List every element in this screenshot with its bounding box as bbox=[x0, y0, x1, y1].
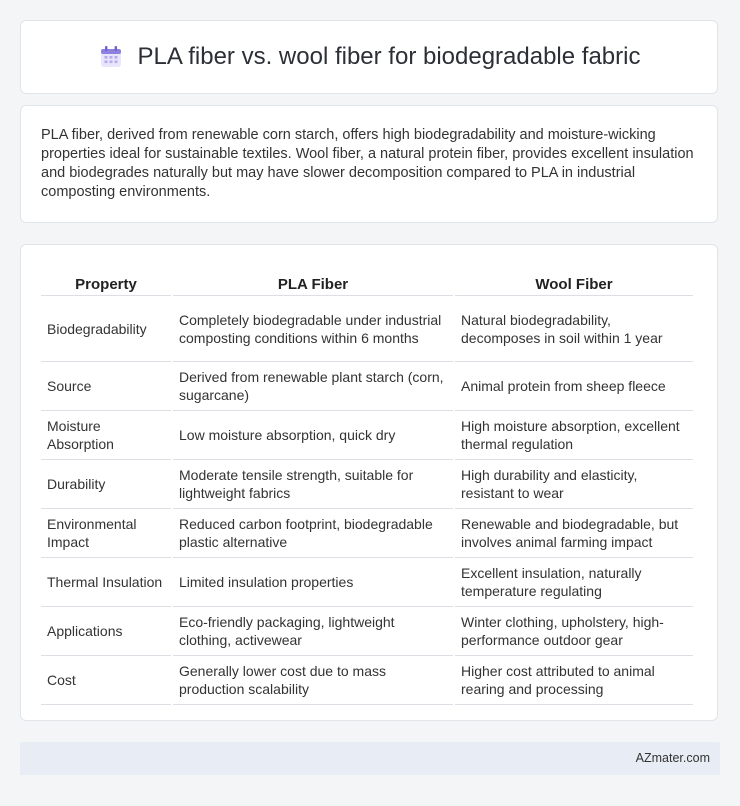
property-cell: Moisture Absorption bbox=[41, 411, 171, 460]
property-cell: Cost bbox=[41, 656, 171, 705]
pla-cell: Limited insulation properties bbox=[173, 558, 453, 607]
pla-cell: Completely biodegradable under industrial composting conditions within 6 months bbox=[173, 296, 453, 362]
pla-cell: Generally lower cost due to mass production scalability bbox=[173, 656, 453, 705]
column-header-wool: Wool Fiber bbox=[455, 263, 693, 296]
column-header-pla: PLA Fiber bbox=[173, 263, 453, 296]
intro-text: PLA fiber, derived from renewable corn starch, offers high biodegradability and moisture-wicking properties ideal for sustainable textiles. Wool fiber, a natural protein fiber, provides excellent insulation and biodegrades naturally but may have slower decomposition compared to PLA in industrial composting environments. bbox=[41, 127, 694, 200]
wool-cell: Renewable and biodegradable, but involves animal farming impact bbox=[455, 509, 693, 558]
pla-cell: Reduced carbon footprint, biodegradable plastic alternative bbox=[173, 509, 453, 558]
pla-cell: Moderate tensile strength, suitable for lightweight fabrics bbox=[173, 460, 453, 509]
property-cell: Source bbox=[41, 362, 171, 411]
wool-cell: Animal protein from sheep fleece bbox=[455, 362, 693, 411]
property-cell: Environmental Impact bbox=[41, 509, 171, 558]
footer-bar bbox=[20, 742, 720, 775]
property-cell: Applications bbox=[41, 607, 171, 656]
pla-cell: Low moisture absorption, quick dry bbox=[173, 411, 453, 460]
table-row bbox=[41, 460, 693, 509]
table-row bbox=[41, 362, 693, 411]
table-row bbox=[41, 411, 693, 460]
title-wrap bbox=[98, 43, 641, 71]
pla-cell: Derived from renewable plant starch (corn, sugarcane) bbox=[173, 362, 453, 411]
wool-cell: High durability and elasticity, resistant to wear bbox=[455, 460, 693, 509]
calendar-icon bbox=[98, 44, 124, 70]
table-row bbox=[41, 607, 693, 656]
pla-cell: Eco-friendly packaging, lightweight clothing, activewear bbox=[173, 607, 453, 656]
comparison-card bbox=[20, 244, 718, 721]
table-row bbox=[41, 558, 693, 607]
column-header-property: Property bbox=[41, 263, 171, 296]
table-header-row bbox=[41, 263, 693, 296]
property-cell: Durability bbox=[41, 460, 171, 509]
table-row bbox=[41, 296, 693, 362]
wool-cell: High moisture absorption, excellent thermal regulation bbox=[455, 411, 693, 460]
property-cell: Biodegradability bbox=[41, 296, 171, 362]
comparison-table bbox=[39, 263, 695, 705]
title-card bbox=[20, 20, 718, 94]
footer-brand: AZmater.com bbox=[635, 751, 710, 765]
property-cell: Thermal Insulation bbox=[41, 558, 171, 607]
table-row bbox=[41, 656, 693, 705]
page-title: PLA fiber vs. wool fiber for biodegradable fabric bbox=[137, 43, 641, 70]
wool-cell: Natural biodegradability, decomposes in soil within 1 year bbox=[455, 296, 693, 362]
wool-cell: Winter clothing, upholstery, high-performance outdoor gear bbox=[455, 607, 693, 656]
wool-cell: Excellent insulation, naturally temperature regulating bbox=[455, 558, 693, 607]
table-row bbox=[41, 509, 693, 558]
intro-card bbox=[20, 105, 718, 223]
wool-cell: Higher cost attributed to animal rearing and processing bbox=[455, 656, 693, 705]
